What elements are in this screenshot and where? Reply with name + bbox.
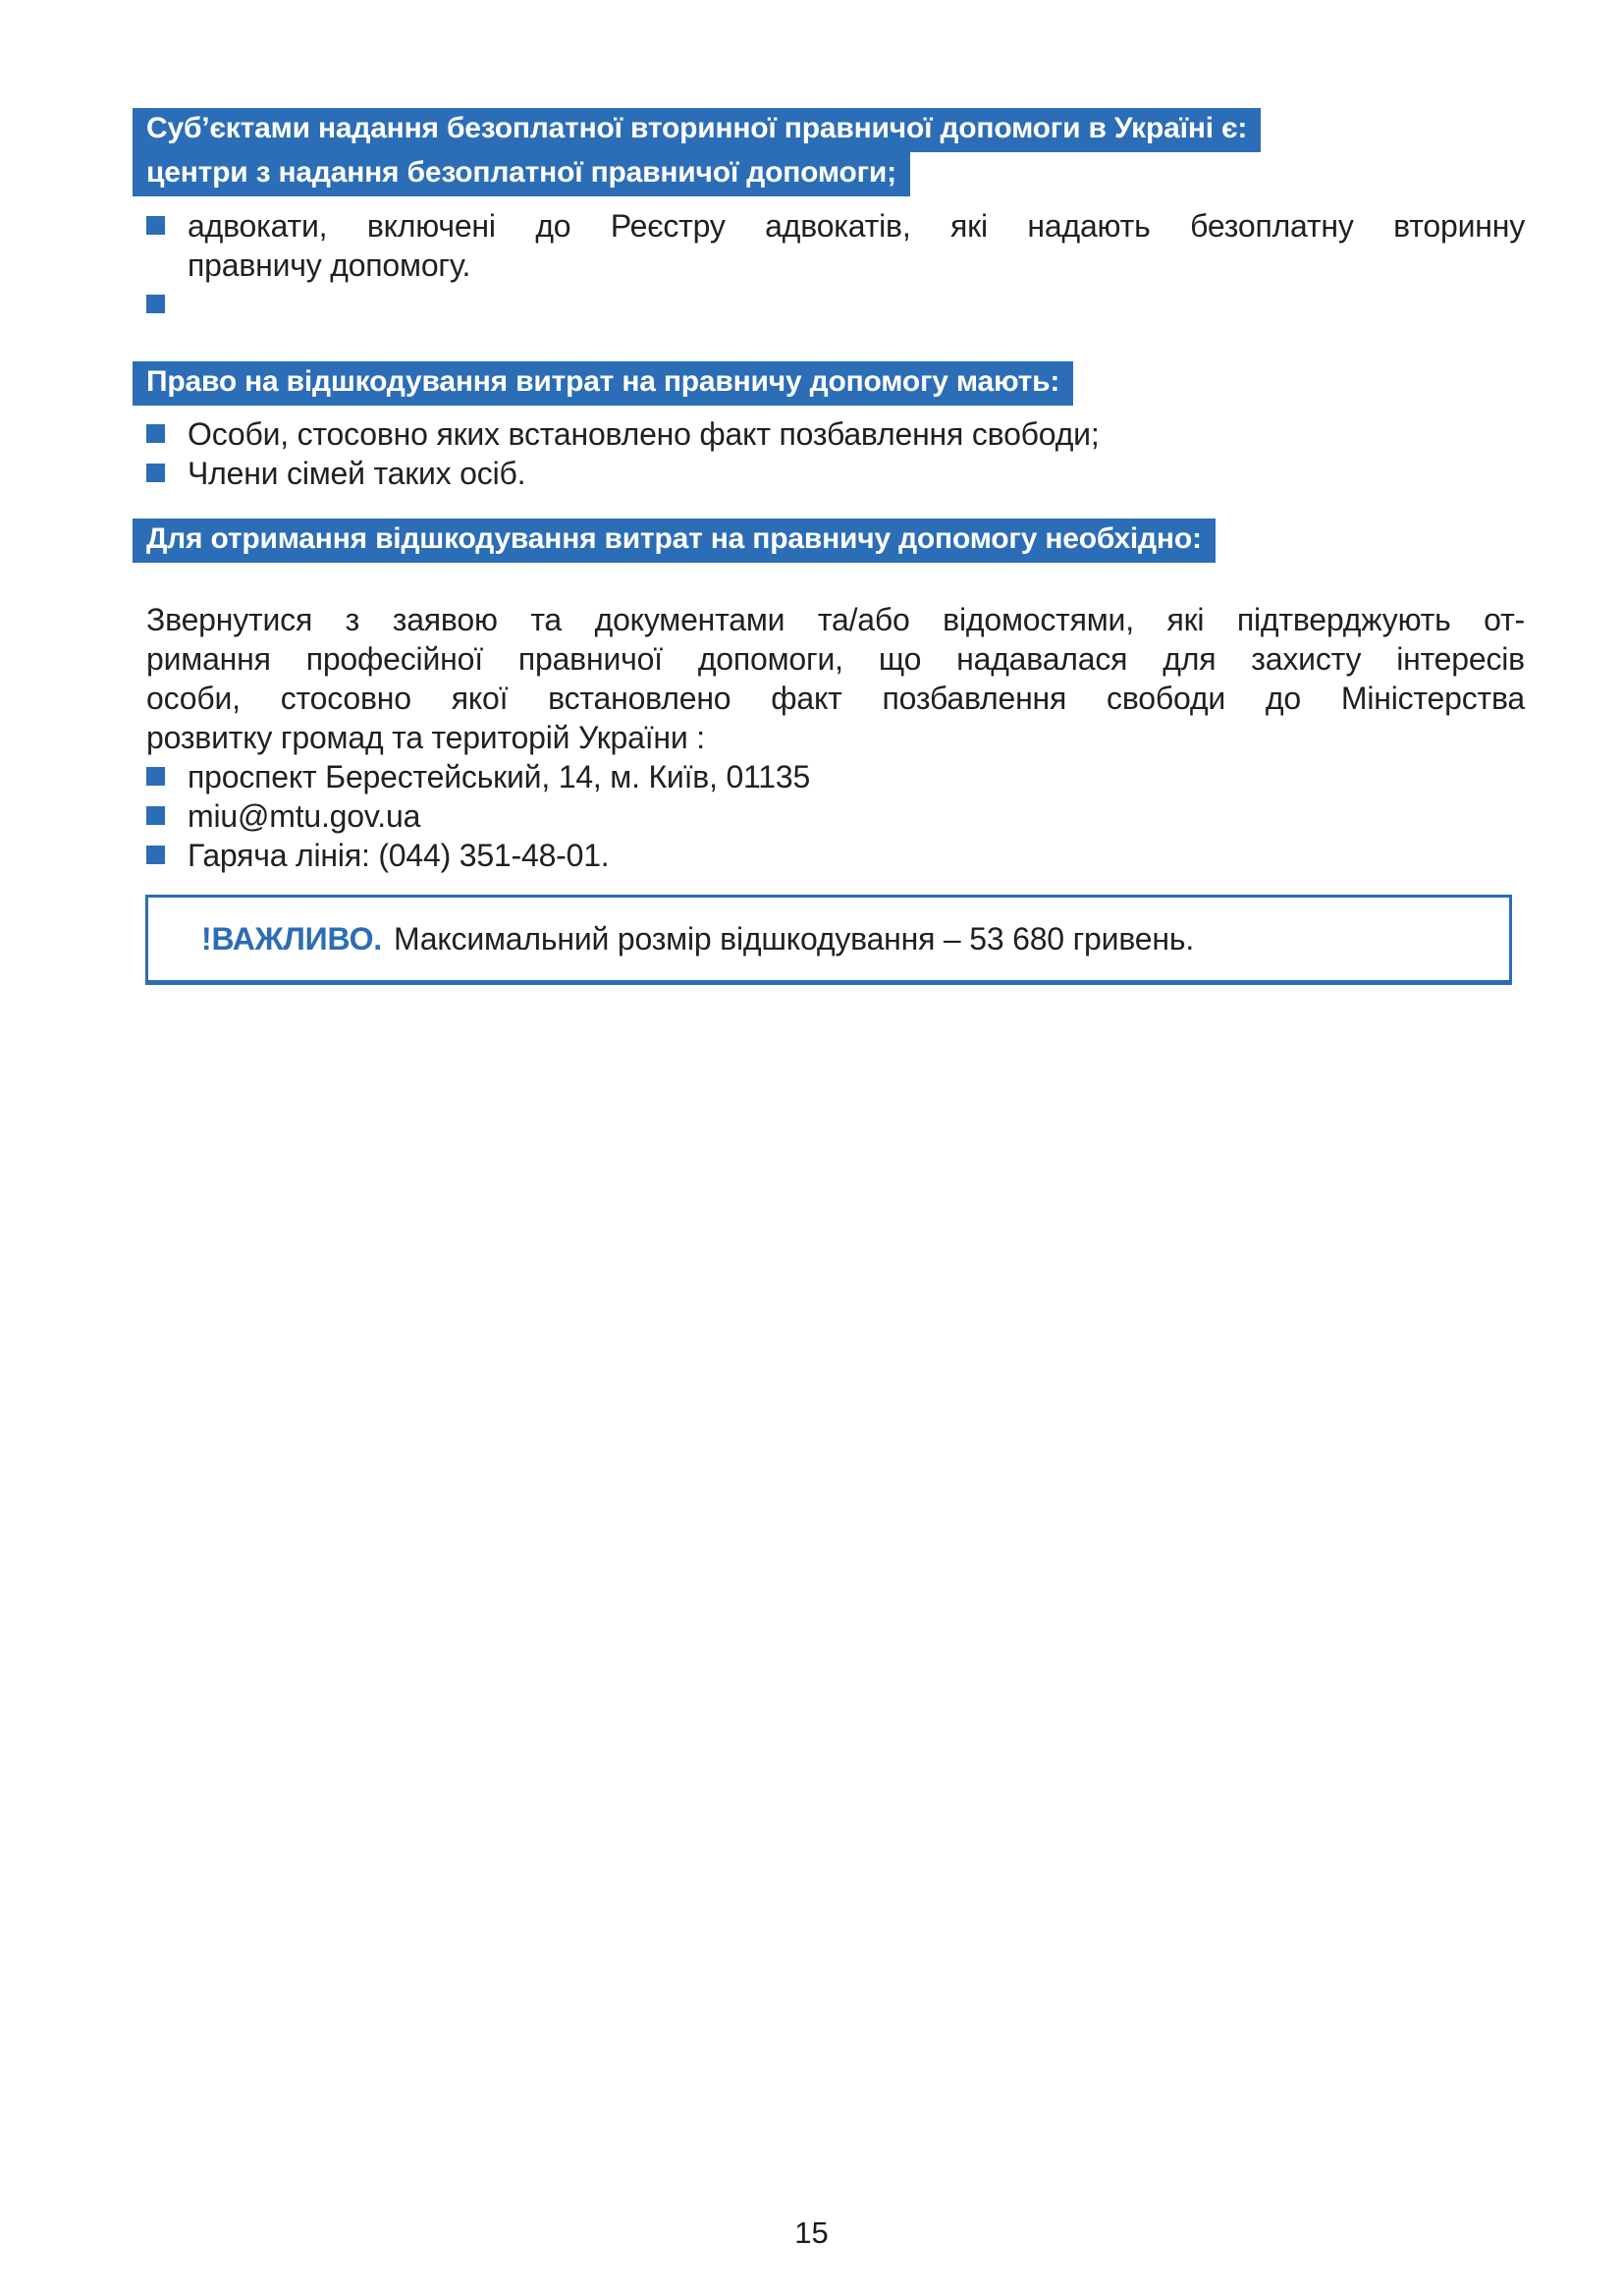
bullet-square-icon: [146, 846, 165, 864]
paragraph-line1: Звернутися з заявою та документами та/або відомостями, які підтверджують от-: [146, 602, 1525, 637]
list-item-family-members: [146, 454, 1525, 493]
list-item-line1: адвокати, включені до Реєстру адвокатів, які надають безоплатну вторинну: [188, 208, 1525, 244]
page-content: [146, 108, 1525, 985]
heading-subjects-line2: центри з надання безоплатної правничої допомоги;: [133, 152, 910, 196]
heading-subjects-line1: Суб’єктами надання безоплатної вторинної правничої допомоги в Україні є:: [133, 108, 1261, 152]
application-paragraph: [146, 600, 1525, 757]
bullet-square-icon: [146, 806, 165, 825]
bullet-square-icon: [146, 767, 165, 786]
hotline-text: Гаряча лінія: (044) 351-48-01.: [188, 838, 610, 873]
heading-how-to-get-reimbursement: [146, 519, 1525, 563]
list-item-empty: [146, 285, 1525, 324]
bullet-square-icon: [146, 424, 165, 443]
list-item-advocates: [146, 206, 1525, 285]
list-item-text: Особи, стосовно яких встановлено факт позбавлення свободи;: [188, 416, 1100, 452]
list-item-persons: [146, 414, 1525, 454]
email-text: miu@mtu.gov.ua: [188, 798, 421, 834]
bullet-square-icon: [146, 464, 165, 482]
list-item-email: [146, 796, 1525, 836]
paragraph-line4: розвитку громад та територій України :: [146, 720, 705, 755]
important-text: Максимальний розмір відшкодування – 53 680 гривень.: [393, 921, 1195, 957]
page-number: 15: [794, 2215, 829, 2250]
bullet-square-icon: [146, 216, 165, 235]
list-item-text: [188, 206, 1525, 285]
paragraph-line2: римання професійної правничої допомоги, що надавалася для захисту інтересів: [146, 641, 1525, 677]
paragraph-line3: особи, стосовно якої встановлено факт позбавлення свободи до Міністерства: [146, 681, 1525, 716]
list-item-text: Члени сімей таких осіб.: [188, 456, 526, 491]
list-item-text: [188, 285, 1525, 324]
important-notice-box: [145, 895, 1512, 985]
heading-right-to-reimbursement: [146, 361, 1525, 406]
list-item-hotline: [146, 836, 1525, 875]
list-item-address: [146, 757, 1525, 796]
important-label: !ВАЖЛИВО.: [201, 921, 382, 957]
bullet-square-icon: [146, 295, 165, 313]
heading-subjects: [146, 108, 1525, 196]
list-item-text: проспект Берестейський, 14, м. Київ, 01135: [188, 759, 811, 794]
list-item-line2: правничу допомогу.: [188, 247, 471, 283]
heading-right-to-reimbursement-text: Право на відшкодування витрат на правничу допомогу мають:: [133, 361, 1073, 406]
heading-how-to-get-reimbursement-text: Для отримання відшкодування витрат на правничу допомогу необхідно:: [133, 519, 1216, 563]
